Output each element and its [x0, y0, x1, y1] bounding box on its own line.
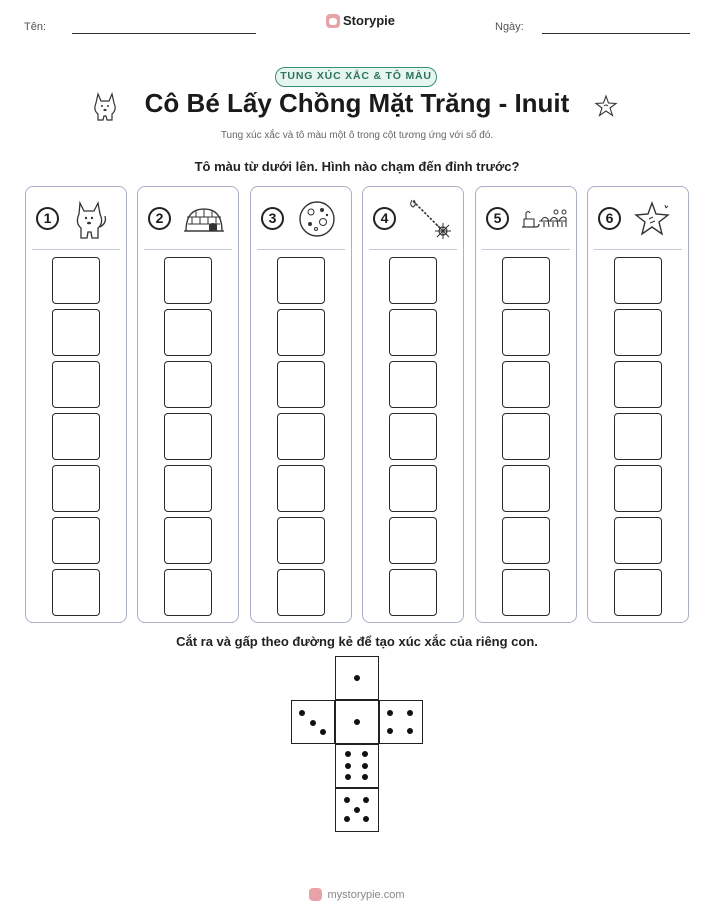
die-face-1	[335, 656, 379, 700]
column-number: 4	[373, 207, 396, 230]
die-pip	[345, 751, 351, 757]
date-label: Ngày:	[495, 21, 524, 33]
column-number: 6	[598, 207, 621, 230]
brand-name: Storypie	[343, 13, 396, 28]
column-divider	[257, 249, 345, 250]
color-cell[interactable]	[502, 309, 550, 356]
storypie-mascot-icon	[326, 14, 340, 28]
die-pip	[407, 728, 413, 734]
color-cell[interactable]	[52, 465, 100, 512]
color-cell[interactable]	[52, 569, 100, 616]
storypie-mascot-icon	[309, 888, 322, 901]
star-icon	[594, 94, 618, 118]
column-divider	[32, 249, 120, 250]
color-cell[interactable]	[277, 361, 325, 408]
column-number: 1	[36, 207, 59, 230]
color-cell[interactable]	[389, 413, 437, 460]
die-pip	[310, 720, 316, 726]
name-line[interactable]	[72, 33, 256, 34]
cut-instruction: Cắt ra và gấp theo đường kẻ để tạo xúc xắc của riêng con.	[176, 634, 538, 649]
color-cell[interactable]	[164, 257, 212, 304]
die-pip	[363, 816, 369, 822]
color-cell[interactable]	[614, 465, 662, 512]
color-cell[interactable]	[614, 361, 662, 408]
star-icon	[632, 197, 672, 241]
die-pip	[320, 729, 326, 735]
column-divider	[482, 249, 570, 250]
color-cell[interactable]	[277, 569, 325, 616]
column-number: 5	[486, 207, 509, 230]
storypie-logo	[326, 13, 395, 28]
activity-badge: TUNG XÚC XẮC & TÔ MÀU	[275, 67, 437, 87]
column-3	[250, 186, 352, 623]
color-cell[interactable]	[614, 309, 662, 356]
color-cell[interactable]	[614, 569, 662, 616]
subtitle: Tung xúc xắc và tô màu một ô trong cột tương ứng với số đó.	[220, 130, 494, 141]
color-cell[interactable]	[277, 309, 325, 356]
color-cell[interactable]	[502, 361, 550, 408]
moon-icon	[295, 197, 339, 241]
column-5	[475, 186, 577, 623]
color-cell[interactable]	[502, 517, 550, 564]
color-cell[interactable]	[52, 257, 100, 304]
color-cell[interactable]	[502, 465, 550, 512]
footer	[0, 888, 714, 901]
color-cell[interactable]	[164, 413, 212, 460]
footer-url[interactable]: mystorypie.com	[327, 888, 405, 901]
color-cell[interactable]	[614, 257, 662, 304]
color-cell[interactable]	[164, 309, 212, 356]
page-title: Cô Bé Lấy Chồng Mặt Trăng - Inuit	[144, 88, 570, 118]
column-4	[362, 186, 464, 623]
color-cell[interactable]	[389, 465, 437, 512]
column-divider	[594, 249, 682, 250]
name-label: Tên:	[24, 21, 47, 33]
color-cell[interactable]	[277, 517, 325, 564]
husky-dog-icon	[70, 197, 110, 241]
color-cell[interactable]	[502, 413, 550, 460]
die-pip	[363, 797, 369, 803]
column-number: 3	[261, 207, 284, 230]
color-cell[interactable]	[389, 569, 437, 616]
color-cell[interactable]	[164, 517, 212, 564]
column-1	[25, 186, 127, 623]
die-face-5	[335, 788, 379, 832]
color-cell[interactable]	[389, 257, 437, 304]
date-line[interactable]	[542, 33, 690, 34]
column-divider	[144, 249, 232, 250]
color-cell[interactable]	[389, 309, 437, 356]
die-face-6	[335, 744, 379, 788]
die-pip	[354, 807, 360, 813]
column-divider	[369, 249, 457, 250]
column-6	[587, 186, 689, 623]
color-cell[interactable]	[277, 257, 325, 304]
color-cell[interactable]	[614, 413, 662, 460]
igloo-icon	[182, 197, 226, 241]
color-cell[interactable]	[52, 413, 100, 460]
harpoon-rope-icon	[407, 197, 451, 241]
die-pip	[299, 710, 305, 716]
column-2	[137, 186, 239, 623]
color-cell[interactable]	[52, 309, 100, 356]
die-pip	[387, 710, 393, 716]
die-pip	[362, 751, 368, 757]
die-pip	[362, 774, 368, 780]
die-pip	[387, 728, 393, 734]
color-cell[interactable]	[52, 361, 100, 408]
die-face-4	[379, 700, 423, 744]
die-pip	[344, 797, 350, 803]
column-number: 2	[148, 207, 171, 230]
color-cell[interactable]	[502, 257, 550, 304]
die-pip	[354, 719, 360, 725]
color-cell[interactable]	[614, 517, 662, 564]
color-cell[interactable]	[164, 465, 212, 512]
die-pip	[362, 763, 368, 769]
die-pip	[345, 763, 351, 769]
die-pip	[344, 816, 350, 822]
color-cell[interactable]	[502, 569, 550, 616]
color-cell[interactable]	[389, 361, 437, 408]
die-pip	[345, 774, 351, 780]
die-pip	[407, 710, 413, 716]
color-cell[interactable]	[164, 361, 212, 408]
color-cell[interactable]	[277, 465, 325, 512]
color-cell[interactable]	[277, 413, 325, 460]
color-cell[interactable]	[164, 569, 212, 616]
die-pip	[354, 675, 360, 681]
die-face-1	[335, 700, 379, 744]
die-face-3	[291, 700, 335, 744]
instruction: Tô màu từ dưới lên. Hình nào chạm đến đỉnh trước?	[194, 159, 520, 174]
dog-sled-icon	[520, 197, 568, 241]
color-cell[interactable]	[52, 517, 100, 564]
color-cell[interactable]	[389, 517, 437, 564]
